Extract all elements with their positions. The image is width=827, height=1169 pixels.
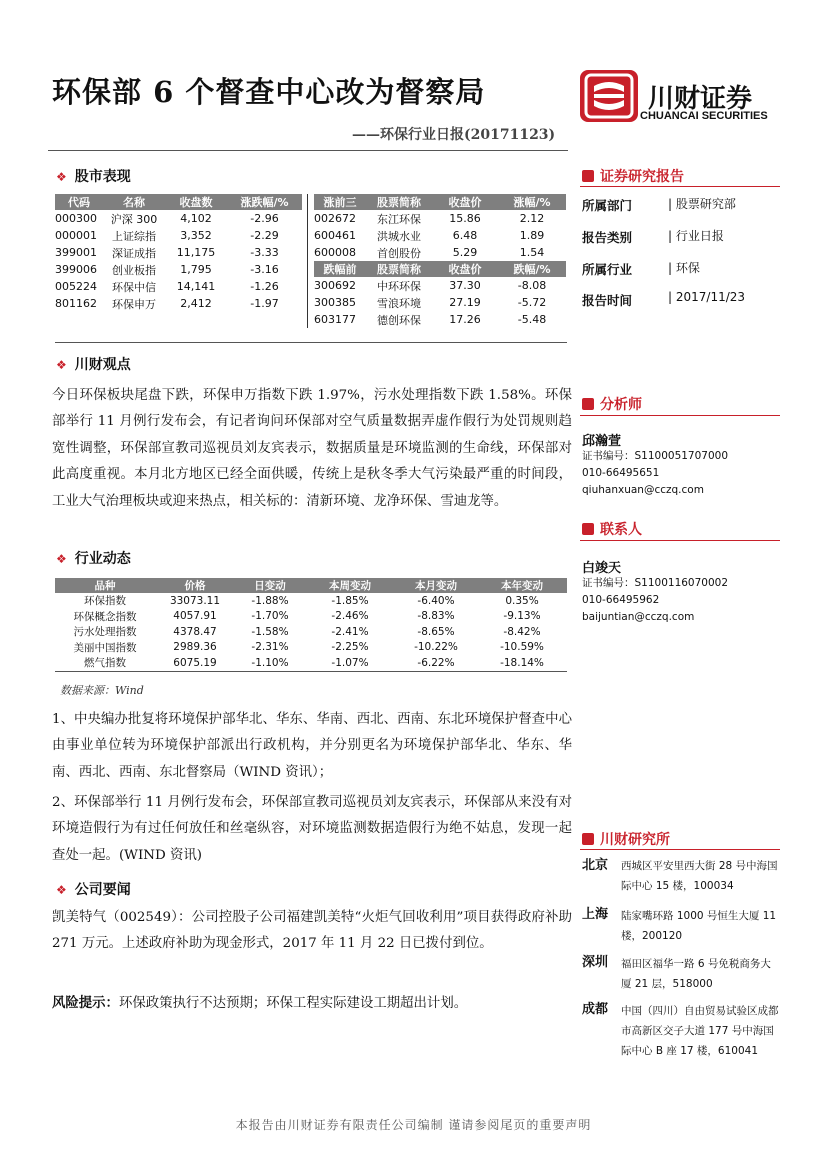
office-city: 成都: [582, 1002, 609, 1017]
table-cell: 37.30: [449, 279, 481, 292]
table-cell: 1,795: [180, 263, 212, 276]
table-cell: 雪浪环境: [377, 296, 421, 310]
logo-text-cn: 川财证券: [648, 84, 753, 114]
office-city: 北京: [582, 858, 609, 873]
analyst-cert: 证书编号：S1100051707000: [582, 450, 729, 462]
report-heading: 证券研究报告: [582, 166, 684, 186]
table-cell: -1.10%: [251, 656, 289, 669]
square-bullet-icon: [582, 398, 594, 410]
office-address: 陆家嘴环路 1000 号恒生大厦 11 楼，200120: [621, 910, 777, 942]
table-cell: 4,102: [180, 212, 212, 225]
table-cell: 11,175: [176, 246, 216, 259]
table-cell: 600008: [314, 246, 356, 259]
logo-icon: [580, 70, 638, 122]
diamond-bullet-icon: ❖: [56, 358, 67, 372]
table-cell: -18.14%: [500, 656, 544, 669]
table-cell: -2.46%: [331, 610, 369, 623]
table-cell: -8.83%: [417, 610, 455, 623]
table-row: [55, 624, 567, 640]
table-cell: 6.48: [452, 229, 478, 242]
gainers-table-header: 涨前三: [314, 194, 366, 210]
industry-table-header: 日变动: [235, 578, 305, 593]
table-cell: -6.40%: [417, 594, 455, 607]
table-cell: 600461: [314, 229, 356, 242]
industry-heading: ❖ 行业动态: [56, 551, 131, 567]
table-row: [314, 311, 566, 328]
table-cell: -1.70%: [251, 610, 289, 623]
market-bottom-rule: [55, 342, 567, 343]
table-cell: 14,141: [176, 280, 216, 293]
table-cell: -2.29: [250, 229, 279, 242]
gainers-table-header: 股票简称: [366, 194, 432, 210]
report-divider: [580, 186, 780, 187]
table-cell: 33073.11: [169, 594, 221, 607]
square-bullet-icon: [582, 170, 594, 182]
table-cell: 沪深 300: [110, 212, 158, 226]
index-table-header: 代码: [55, 194, 103, 210]
office-address: 福田区福华一路 6 号免税商务大厦 21 层，518000: [621, 958, 771, 990]
view-heading: ❖ 川财观点: [56, 357, 131, 373]
institute-heading: 川财研究所: [582, 829, 670, 849]
table-cell: -10.22%: [414, 641, 458, 654]
market-heading: ❖ 股市表现: [56, 169, 131, 185]
table-cell: 洪城水业: [377, 229, 421, 243]
table-row: [55, 655, 567, 671]
news-item-1: 1、中央编办批复将环境保护部华北、华东、华南、西北、西南、东北环境保护督查中心由事业单位转为环境保护部派出行政机构，并分别更名为环境保护部华北、华东、华南、西北、西南、东北督察局（WIND 资讯）；: [52, 712, 572, 780]
table-cell: 399006: [55, 263, 97, 276]
losers-table-header: 收盘价: [432, 261, 498, 277]
meta-row: 报告类别 | 行业日报: [582, 229, 724, 245]
table-cell: -3.16: [250, 263, 279, 276]
office-city: 深圳: [582, 955, 609, 970]
risk-text: 环保政策执行不达预期；环保工程实际建设工期超出计划。: [118, 996, 468, 1011]
index-table-header: 涨跌幅/%: [227, 194, 302, 210]
table-cell: 4378.47: [173, 625, 217, 638]
analyst-heading: 分析师: [582, 394, 642, 414]
table-cell: -8.65%: [417, 625, 455, 638]
table-cell: 环保概念指数: [73, 610, 137, 623]
meta-row: 报告时间 | 2017/11/23: [582, 290, 746, 308]
table-cell: 中环环保: [377, 279, 421, 293]
table-cell: -9.13%: [503, 610, 541, 623]
table-cell: 1.89: [519, 229, 545, 242]
office-city: 上海: [582, 907, 609, 922]
table-row: [55, 278, 302, 295]
table-cell: 603177: [314, 313, 356, 326]
table-cell: -2.25%: [331, 641, 369, 654]
gainers-table-header: 涨幅/%: [498, 194, 566, 210]
footer-disclaimer: 本报告由川财证券有限责任公司编制 谨请参阅尾页的重要声明: [235, 1118, 592, 1132]
table-cell: 环保中信: [112, 280, 156, 294]
table-cell: 000300: [55, 212, 97, 225]
contact-divider: [580, 540, 780, 541]
risk-note: [52, 990, 572, 1017]
table-row: [55, 295, 302, 312]
table-row: [314, 244, 566, 261]
table-cell: 2989.36: [173, 641, 217, 654]
table-cell: -6.22%: [417, 656, 455, 669]
table-cell: 3,352: [180, 229, 212, 242]
table-cell: -10.59%: [500, 641, 544, 654]
table-cell: -1.88%: [251, 594, 289, 607]
index-table-header: 名称: [103, 194, 165, 210]
diamond-bullet-icon: ❖: [56, 883, 67, 897]
losers-table-header: 跌幅/%: [498, 261, 566, 277]
table-cell: 002672: [314, 212, 356, 225]
table-row: [55, 210, 302, 227]
table-row: [55, 593, 567, 609]
company-paragraph: 凯美特气（002549）：公司控股子公司福建凯美特“火炬气回收利用”项目获得政府补助 271 万元。上述政府补助为现金形式，2017 年 11 月 22 日已拨付到位。: [52, 910, 572, 952]
office-address: 中国（四川）自由贸易试验区成都市高新区交子大道 177 号中海国际中心 B 座 17 楼，610041: [621, 1005, 779, 1057]
diamond-bullet-icon: ❖: [56, 170, 67, 184]
square-bullet-icon: [582, 833, 594, 845]
table-cell: 27.19: [449, 296, 481, 309]
table-cell: -1.26: [250, 280, 279, 293]
table-cell: -2.96: [250, 212, 279, 225]
table-cell: -8.08: [517, 279, 547, 292]
table-cell: 6075.19: [173, 656, 217, 669]
index-table-header: 收盘数: [165, 194, 227, 210]
office-address: 西城区平安里西大街 28 号中海国际中心 15 楼，100034: [621, 860, 778, 892]
contact-phone: 010-66495962: [582, 594, 660, 606]
table-cell: -1.97: [250, 297, 279, 310]
table-cell: 污水处理指数: [73, 626, 137, 639]
table-cell: 0.35%: [505, 594, 539, 607]
page-title: 环保部 6 个督查中心改为督察局: [52, 75, 486, 109]
gainers-table-header: 收盘价: [432, 194, 498, 210]
analyst-email[interactable]: qiuhanxuan@cczq.com: [582, 484, 704, 496]
losers-table-header: 跌幅前: [314, 261, 366, 277]
industry-table-header: 品种: [55, 578, 155, 593]
square-bullet-icon: [582, 523, 594, 535]
meta-row: 所属部门 | 股票研究部: [582, 197, 736, 213]
institute-divider: [580, 849, 780, 850]
movers-table: [307, 194, 566, 328]
analyst-name: 邱瀚萱: [582, 434, 622, 449]
page-subtitle: ——环保行业日报(20171123): [352, 127, 556, 143]
table-cell: 005224: [55, 280, 97, 293]
industry-table-grid: [55, 578, 567, 671]
table-row: [55, 227, 302, 244]
table-row: [55, 244, 302, 261]
industry-bottom-rule: [55, 671, 567, 672]
table-cell: 17.26: [449, 313, 481, 326]
table-cell: 创业板指: [112, 263, 156, 277]
table-row: [314, 210, 566, 227]
movers-table-grid: [314, 194, 566, 328]
table-cell: 4057.91: [173, 610, 217, 623]
meta-row: 所属行业 | 环保: [582, 261, 700, 277]
table-cell: -5.72: [517, 296, 547, 309]
analyst-divider: [580, 415, 780, 416]
table-cell: -5.48: [517, 313, 547, 326]
table-cell: -2.41%: [331, 625, 369, 638]
industry-table-header: 本年变动: [477, 578, 567, 593]
company-heading: ❖ 公司要闻: [56, 882, 131, 898]
industry-table-header: 本月变动: [395, 578, 477, 593]
table-cell: 首创股份: [377, 246, 421, 260]
table-row: [314, 227, 566, 244]
table-cell: 德创环保: [377, 313, 421, 327]
table-row: [55, 261, 302, 278]
industry-table-header: 本周变动: [305, 578, 395, 593]
table-cell: 399001: [55, 246, 97, 259]
table-row: [314, 277, 566, 294]
table-row: [314, 294, 566, 311]
table-cell: 300692: [314, 279, 356, 292]
table-cell: -1.07%: [331, 656, 369, 669]
data-source: 数据来源：Wind: [60, 684, 144, 697]
contact-name: 白竣天: [582, 561, 622, 576]
index-table: [55, 194, 302, 312]
table-cell: 801162: [55, 297, 97, 310]
table-cell: -3.33: [250, 246, 279, 259]
industry-table: [55, 578, 567, 672]
table-cell: 美丽中国指数: [73, 641, 137, 654]
losers-table-header: 股票简称: [366, 261, 432, 277]
table-cell: 15.86: [449, 212, 481, 225]
table-cell: 东江环保: [377, 212, 421, 226]
table-cell: 000001: [55, 229, 97, 242]
contact-cert: 证书编号：S1100116070002: [582, 577, 729, 589]
table-cell: 上证综指: [112, 229, 156, 243]
index-table-grid: [55, 194, 302, 312]
table-cell: 300385: [314, 296, 356, 309]
table-row: [55, 640, 567, 656]
title-divider: [48, 150, 568, 151]
table-cell: 2.12: [519, 212, 545, 225]
contact-email[interactable]: baijuntian@cczq.com: [582, 611, 695, 623]
table-cell: -1.85%: [331, 594, 369, 607]
table-cell: -2.31%: [251, 641, 289, 654]
table-row: [55, 609, 567, 625]
logo-text-en: CHUANCAI SECURITIES: [640, 110, 768, 122]
analyst-phone: 010-66495651: [582, 467, 660, 479]
table-cell: 5.29: [452, 246, 478, 259]
view-paragraph: 今日环保板块尾盘下跌，环保申万指数下跌 1.97%，污水处理指数下跌 1.58%。环保部举行 11 月例行发布会，有记者询问环保部对空气质量数据弄虚作假行为处罚规则趋宽性调整，环保部宣教司巡视员刘友宾表示，数据质量是环境监测的生命线，环保部对此高度重视。本月北方地区已经全面供暖，传统上是秋冬季大气污染最严重的时间段，工业大气治理板块或迎来热点，相关标的：清新环境、龙净环保、雪迪龙等。: [52, 388, 572, 509]
table-cell: 燃气指数: [84, 657, 126, 670]
risk-label: 风险提示：: [52, 995, 119, 1011]
industry-table-header: 价格: [155, 578, 235, 593]
diamond-bullet-icon: ❖: [56, 552, 67, 566]
table-cell: 环保指数: [84, 595, 126, 608]
table-cell: 2,412: [180, 297, 212, 310]
contact-heading: 联系人: [582, 519, 642, 539]
news-item-2: 2、环保部举行 11 月例行发布会，环保部宣教司巡视员刘友宾表示，环保部从来没有对环境造假行为有过任何放任和丝毫纵容，对环境监测数据造假行为绝不姑息，发现一起查处一起。(WIND 资讯): [52, 795, 572, 863]
table-cell: 环保申万: [112, 297, 156, 311]
table-cell: -8.42%: [503, 625, 541, 638]
table-cell: 1.54: [519, 246, 545, 259]
table-cell: 深证成指: [112, 246, 156, 260]
table-cell: -1.58%: [251, 625, 289, 638]
